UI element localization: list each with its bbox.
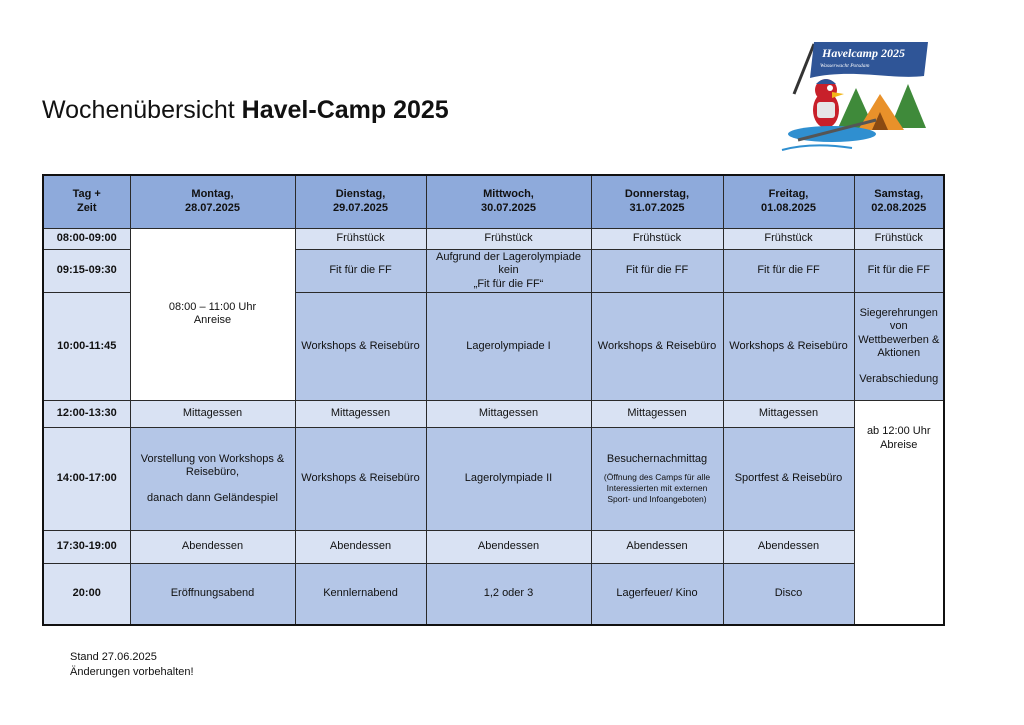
- monday-arrival-cell: 08:00 – 11:00 Uhr Anreise: [130, 228, 295, 401]
- havelcamp-logo: [772, 36, 934, 160]
- day-header-tuesday: Dienstag, 29.07.2025: [295, 175, 426, 228]
- corner-header: Tag + Zeit: [43, 175, 130, 228]
- evening-cell: Kennlernabend: [295, 564, 426, 625]
- breakfast-cell: Frühstück: [723, 228, 854, 249]
- time-cell: 09:15-09:30: [43, 249, 130, 293]
- evening-cell: 1,2 oder 3: [426, 564, 591, 625]
- page-title: [42, 96, 449, 125]
- dinner-cell: Abendessen: [130, 531, 295, 564]
- workshops-cell: Workshops & Reisebüro: [295, 293, 426, 401]
- breakfast-cell: Frühstück: [295, 228, 426, 249]
- day-header-saturday: Samstag, 02.08.2025: [854, 175, 944, 228]
- fit-cell: Fit für die FF: [295, 249, 426, 293]
- saturday-ceremony-cell: Siegerehrungen von Wettbewerben & Aktionen Verabschiedung: [854, 293, 944, 401]
- footer-note: [70, 650, 194, 680]
- fit-cell: Fit für die FF: [854, 249, 944, 293]
- time-cell: 08:00-09:00: [43, 228, 130, 249]
- time-cell: 14:00-17:00: [43, 428, 130, 531]
- evening-cell: Eröffnungsabend: [130, 564, 295, 625]
- lunch-cell: Mittagessen: [591, 401, 723, 428]
- dinner-cell: Abendessen: [295, 531, 426, 564]
- title-normal: Wochenübersicht: [42, 96, 242, 124]
- workshops-cell: Workshops & Reisebüro: [295, 428, 426, 531]
- olympics-cell: Lagerolympiade II: [426, 428, 591, 531]
- logo-banner-title: Havelcamp 2025: [822, 46, 905, 60]
- visitors-cell: Besuchernachmittag (Öffnung des Camps für alle Interessierten mit externen Sport- und Infoangeboten): [591, 428, 723, 531]
- title-bold: Havel-Camp 2025: [241, 96, 449, 124]
- fit-cell: Fit für die FF: [591, 249, 723, 293]
- dinner-cell: Abendessen: [591, 531, 723, 564]
- olympics-cell: Lagerolympiade I: [426, 293, 591, 401]
- day-header-monday: Montag, 28.07.2025: [130, 175, 295, 228]
- footer-date: Stand 27.06.2025: [70, 651, 157, 663]
- lunch-cell: Mittagessen: [426, 401, 591, 428]
- lunch-cell: Mittagessen: [130, 401, 295, 428]
- sport-cell: Sportfest & Reisebüro: [723, 428, 854, 531]
- fit-cancelled-cell: Aufgrund der Lagerolympiade kein „Fit für die FF“: [426, 249, 591, 293]
- day-header-friday: Freitag, 01.08.2025: [723, 175, 854, 228]
- lunch-cell: Mittagessen: [295, 401, 426, 428]
- fit-cell: Fit für die FF: [723, 249, 854, 293]
- time-cell: 12:00-13:30: [43, 401, 130, 428]
- time-cell: 17:30-19:00: [43, 531, 130, 564]
- workshops-cell: Workshops & Reisebüro: [591, 293, 723, 401]
- logo-banner-sub: Wasserwacht Potsdam: [820, 63, 870, 69]
- monday-afternoon-cell: Vorstellung von Workshops & Reisebüro, danach dann Geländespiel: [130, 428, 295, 531]
- day-header-thursday: Donnerstag, 31.07.2025: [591, 175, 723, 228]
- evening-cell: Disco: [723, 564, 854, 625]
- dinner-cell: Abendessen: [723, 531, 854, 564]
- workshops-cell: Workshops & Reisebüro: [723, 293, 854, 401]
- breakfast-cell: Frühstück: [591, 228, 723, 249]
- dinner-cell: Abendessen: [426, 531, 591, 564]
- schedule-table: [42, 174, 945, 626]
- breakfast-cell: Frühstück: [854, 228, 944, 249]
- time-cell: 20:00: [43, 564, 130, 625]
- time-cell: 10:00-11:45: [43, 293, 130, 401]
- lunch-cell: Mittagessen: [723, 401, 854, 428]
- footer-disclaimer: Änderungen vorbehalten!: [70, 666, 194, 678]
- day-header-wednesday: Mittwoch, 30.07.2025: [426, 175, 591, 228]
- saturday-departure-cell: ab 12:00 Uhr Abreise: [854, 401, 944, 625]
- breakfast-cell: Frühstück: [426, 228, 591, 249]
- evening-cell: Lagerfeuer/ Kino: [591, 564, 723, 625]
